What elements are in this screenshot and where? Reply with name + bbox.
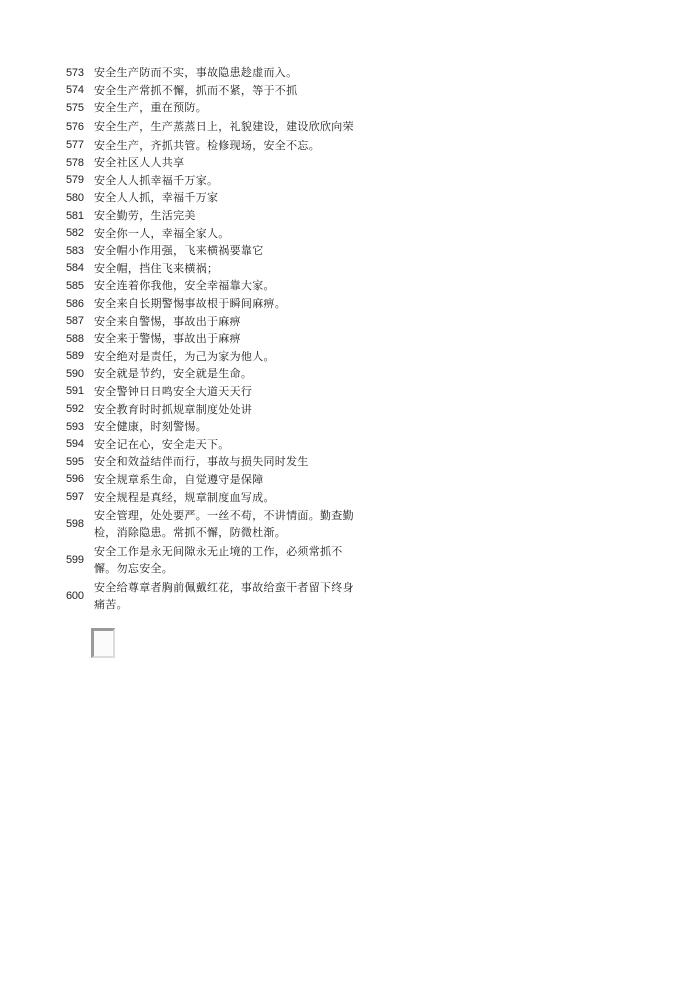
item-number: 588 — [66, 332, 84, 345]
item-text: 安全来自长期警惕事故根于瞬间麻痹。 — [94, 297, 287, 311]
item-text: 安全生产常抓不懈，抓而不紧，等于不抓 — [94, 83, 298, 97]
item-text: 安全人人抓幸福千万家。 — [94, 173, 219, 187]
item-text: 安全规章系生命，自觉遵守是保障 — [94, 472, 264, 486]
list-item — [66, 365, 356, 383]
item-number: 574 — [66, 84, 84, 97]
item-number: 597 — [66, 491, 84, 504]
list-item — [66, 277, 356, 295]
item-number: 577 — [66, 139, 84, 152]
item-number: 585 — [66, 279, 84, 292]
list-item — [66, 348, 356, 366]
item-number: 584 — [66, 262, 84, 275]
item-text: 安全给尊章者胸前佩戴红花，事故给蛮干者留下终身痛苦。 — [94, 580, 354, 611]
item-number: 592 — [66, 403, 84, 416]
item-text: 安全生产，重在预防。 — [94, 101, 207, 115]
list-item — [66, 99, 356, 117]
list-item — [66, 506, 356, 542]
item-number: 582 — [66, 227, 84, 240]
list-item — [66, 260, 356, 278]
item-text: 安全就是节约，安全就是生命。 — [94, 367, 253, 381]
item-text: 安全教育时时抓规章制度处处讲 — [94, 402, 253, 416]
list-item — [66, 136, 356, 154]
list-item — [66, 295, 356, 313]
list-item — [66, 242, 356, 260]
item-text: 安全帽小作用强，飞来横祸要靠它 — [94, 244, 264, 258]
list-item — [66, 400, 356, 418]
list-item — [66, 418, 356, 436]
item-text: 安全生产，齐抓共管。检修现场，安全不忘。 — [94, 138, 320, 152]
item-number: 580 — [66, 191, 84, 204]
item-number: 579 — [66, 174, 84, 187]
item-text: 安全来自警惕，事故出于麻痹 — [94, 314, 241, 328]
list-item — [66, 207, 356, 225]
item-number: 589 — [66, 350, 84, 363]
item-text: 安全记在心，安全走天下。 — [94, 437, 230, 451]
text-cursor-box[interactable] — [91, 628, 115, 658]
item-text: 安全和效益结伴而行，事故与损失同时发生 — [94, 455, 309, 469]
item-number: 583 — [66, 244, 84, 257]
list-item — [66, 172, 356, 190]
item-number: 587 — [66, 315, 84, 328]
slogan-list — [66, 64, 356, 614]
item-text: 安全健康，时刻警惕。 — [94, 420, 207, 434]
item-text: 安全人人抓，幸福千万家 — [94, 191, 219, 205]
list-item — [66, 64, 356, 82]
item-number: 599 — [66, 553, 84, 566]
list-item — [66, 312, 356, 330]
item-number: 590 — [66, 367, 84, 380]
list-item — [66, 578, 356, 614]
item-text: 安全勤劳，生活完美 — [94, 209, 196, 223]
item-text: 安全你一人，幸福全家人。 — [94, 226, 230, 240]
list-item — [66, 488, 356, 506]
list-item — [66, 82, 356, 100]
item-text: 安全连着你我他，安全幸福靠大家。 — [94, 279, 275, 293]
item-text: 安全帽，挡住飞来横祸； — [94, 261, 219, 275]
list-item — [66, 189, 356, 207]
item-text: 安全规程是真经，规章制度血写成。 — [94, 490, 275, 504]
item-number: 596 — [66, 473, 84, 486]
list-item — [66, 330, 356, 348]
list-item — [66, 542, 356, 578]
list-item — [66, 154, 356, 172]
item-text: 安全社区人人共享 — [94, 156, 185, 170]
item-number: 594 — [66, 438, 84, 451]
item-number: 598 — [66, 517, 84, 530]
item-number: 578 — [66, 156, 84, 169]
item-text: 安全生产，生产蒸蒸日上，礼貌建设，建设欣欣向荣 — [94, 120, 354, 134]
item-number: 600 — [66, 589, 84, 602]
item-text: 安全生产防而不实，事故隐患趁虚而入。 — [94, 66, 298, 80]
item-number: 573 — [66, 66, 84, 79]
item-number: 581 — [66, 209, 84, 222]
list-item — [66, 383, 356, 401]
list-item — [66, 435, 356, 453]
item-text: 安全绝对是责任，为己为家为他人。 — [94, 349, 275, 363]
item-text: 安全管理，处处要严。一丝不苟，不讲情面。勤查勤检，消除隐患。常抓不懈，防微杜渐。 — [94, 508, 354, 539]
item-number: 591 — [66, 385, 84, 398]
item-text: 安全警钟日日鸣安全大道天天行 — [94, 384, 253, 398]
list-item — [66, 453, 356, 471]
item-text: 安全工作是永无间隙永无止境的工作，必须常抓不懈。勿忘安全。 — [94, 544, 343, 575]
list-item — [66, 471, 356, 489]
list-item — [66, 224, 356, 242]
item-number: 586 — [66, 297, 84, 310]
item-number: 575 — [66, 101, 84, 114]
item-number: 576 — [66, 120, 84, 133]
item-number: 595 — [66, 455, 84, 468]
list-item — [66, 117, 356, 137]
item-text: 安全来于警惕，事故出于麻痹 — [94, 332, 241, 346]
item-number: 593 — [66, 420, 84, 433]
